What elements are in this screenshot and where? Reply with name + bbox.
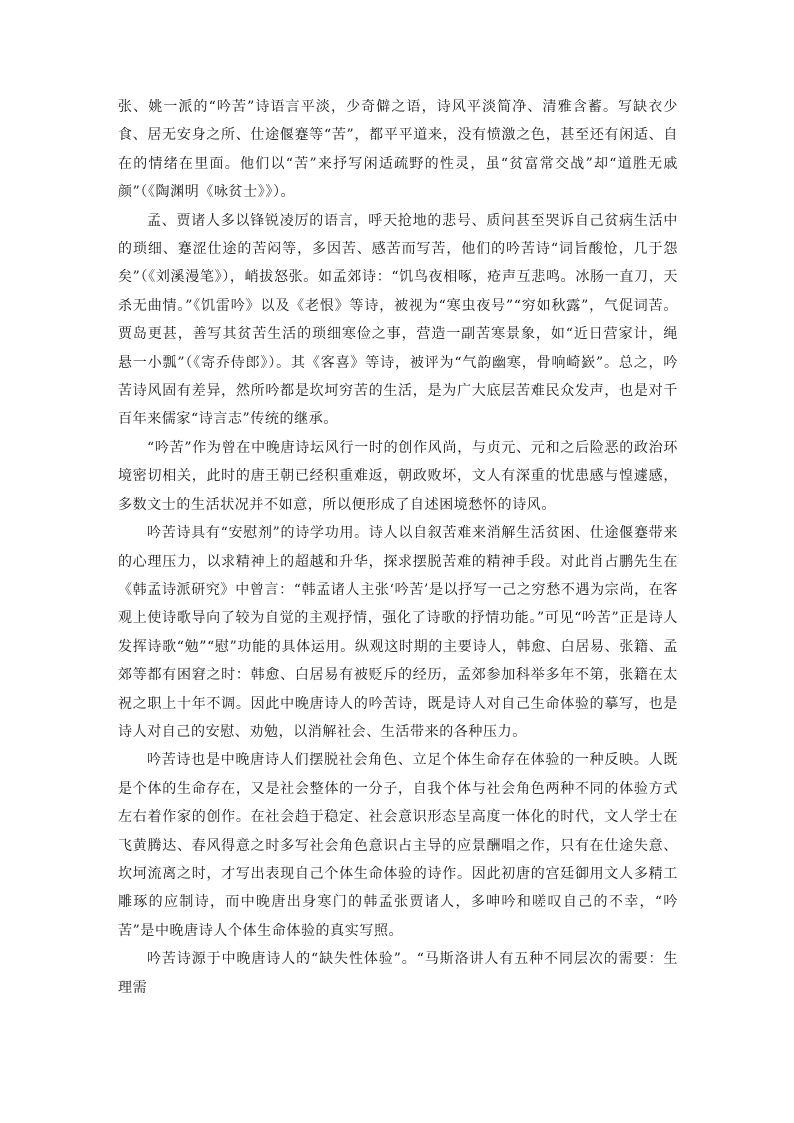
- document-body: [118, 93, 678, 1002]
- paragraph-4: 吟苦诗具有“安慰剂”的诗学功用。诗人以自叙苦难来消解生活贫困、仕途偃蹇带来的心理压力，以求精神上的超越和升华，探求摆脱苦难的精神手段。对此肖占鹏先生在《韩孟诗派研究》中曾言：“韩孟诸人主张‘吟苦’是以抒写一己之穷愁不遇为宗尚，在客观上使诗歌导向了较为自觉的主观抒情，强化了诗歌的抒情功能。”可见“吟苦”正是诗人发挥诗歌“勉”“慰”功能的具体运用。纵观这时期的主要诗人，韩愈、白居易、张籍、孟郊等都有困窘之时：韩愈、白居易有被贬斥的经历，孟郊参加科举多年不第，张籍在太祝之职上十年不调。因此中晚唐诗人的吟苦诗，既是诗人对自己生命体验的摹写，也是诗人对自己的安慰、劝勉，以消解社会、生活带来的各种压力。: [118, 525, 678, 740]
- paragraph-5: 吟苦诗也是中晚唐诗人们摆脱社会角色、立足个体生命存在体验的一种反映。人既是个体的生命存在，又是社会整体的一分子，自我个体与社会角色两种不同的体验方式左右着作家的创作。在社会趋于稳定、社会意识形态呈高度一体化的时代，文人学士在飞黄腾达、春风得意之时多写社会角色意识占主导的应景酬唱之作，只有在仕途失意、坎坷流离之时，才写出表现自己个体生命体验的诗作。因此初唐的宫廷御用文人多精工雕琢的应制诗，而中晚唐出身寒门的韩孟张贾诸人，多呻吟和嗟叹自己的不幸，“吟苦”是中晚唐诗人个体生命体验的真实写照。: [118, 752, 678, 939]
- paragraph-1: 张、姚一派的“吟苦”诗语言平淡，少奇僻之语，诗风平淡简净、清雅含蓄。写缺衣少食、居无安身之所、仕途偃蹇等“苦”，都平平道来，没有愤激之色，甚至还有闲适、自在的情绪在里面。他们以“苦”来抒写闲适疏野的性灵，虽“贫富常交战”却“道胜无戚颜”（《陶渊明《咏贫士》》）。: [118, 99, 678, 201]
- paragraph-2: 孟、贾诸人多以锋锐凌厉的语言，呼天抢地的悲号、质问甚至哭诉自己贫病生活中的琐细、蹇涩仕途的苦闷等，多因苦、感苦而写苦，他们的吟苦诗“词旨酸怆，几于怨矣”（《刘溪漫笔》），峭拔怒张。如孟郊诗：“饥鸟夜相啄，疮声互悲鸣。冰肠一直刀，天杀无曲情。”《饥雷吟》以及《老恨》等诗，被视为“寒虫夜号”“穷如秋露”，气促词苦。贾岛更甚，善写其贫苦生活的琐细寒俭之事，营造一副苦寒景象，如“近日营家计，绳悬一小瓢”（《寄乔侍郎》）。其《客喜》等诗，被评为“气韵幽寒，骨响崎嶔”。总之，吟苦诗风固有差异，然所吟都是坎坷穷苦的生活，是为广大底层苦难民众发声，也是对千百年来儒家“诗言志”传统的继承。: [118, 212, 678, 428]
- paragraph-3: “吟苦”作为曾在中晚唐诗坛风行一时的创作风尚，与贞元、元和之后险恶的政治环境密切相关，此时的唐王朝已经积重难返，朝政败坏，文人有深重的忧患感与惶遽感，多数文士的生活状况并不如意，所以便形成了自述困境愁怀的诗风。: [118, 439, 678, 513]
- paragraph-6: 吟苦诗源于中晚唐诗人的“缺失性体验”。“马斯洛讲人有五种不同层次的需要：生理需: [118, 951, 678, 996]
